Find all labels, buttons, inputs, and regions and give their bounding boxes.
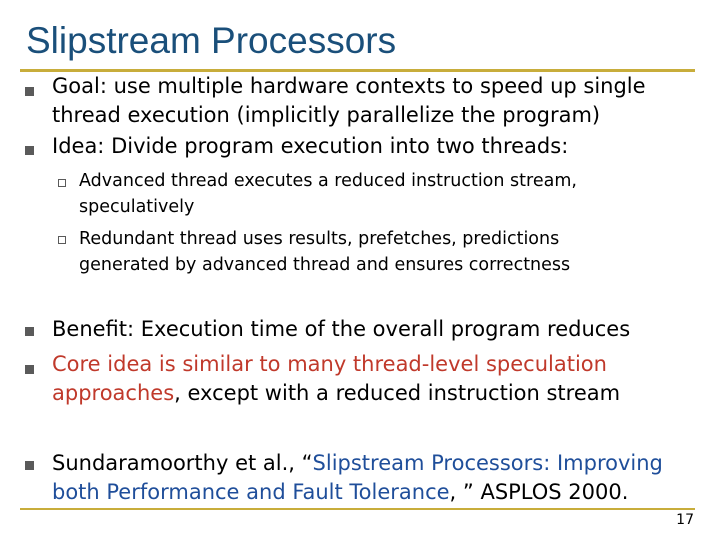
bullet-marker [25,87,34,96]
page-number: 17 [676,512,694,528]
core-idea-red-text: Core idea is similar to many thread-level speculation [52,352,607,376]
bullet-idea: Idea: Divide program execution into two threads: [52,134,569,158]
bullet-goal-line-1: Goal: use multiple hardware contexts to speed up single [52,74,646,98]
citation-title-part-1: Slipstream Processors: Improving [312,451,663,475]
citation-authors: Sundaramoorthy et al., “ [52,451,313,475]
citation-line-1 [52,449,663,478]
core-idea-tail: , except with a reduced instruction stream [174,381,621,405]
bullet-marker [25,365,34,374]
sub-bullet-advanced-line-2: speculatively [79,197,195,217]
bullet-core-idea-line-1 [52,350,607,379]
sub-bullet-redundant-line-2: generated by advanced thread and ensures correctness [79,255,571,275]
bullet-marker [25,461,34,470]
bullet-benefit: Benefit: Execution time of the overall program reduces [52,317,631,341]
bullet-core-idea-line-2 [52,379,620,408]
citation-venue: , ” ASPLOS 2000. [449,480,629,504]
sub-bullet-advanced-line-1: Advanced thread executes a reduced instruction stream, [79,171,577,191]
slide-title: Slipstream Processors [26,20,397,61]
citation-title-part-2: both Performance and Fault Tolerance [52,480,450,504]
sub-bullet-redundant-line-1: Redundant thread uses results, prefetches, predictions [79,229,560,249]
sub-bullet-marker [58,236,66,244]
bullet-goal-line-2: thread execution (implicitly parallelize the program) [52,103,601,127]
bullet-marker [25,146,34,155]
sub-bullet-marker [58,179,66,187]
footer-divider [20,508,695,510]
bullet-marker [25,327,34,336]
core-idea-red-text-2: approaches [52,381,175,405]
citation-line-2 [52,478,628,507]
